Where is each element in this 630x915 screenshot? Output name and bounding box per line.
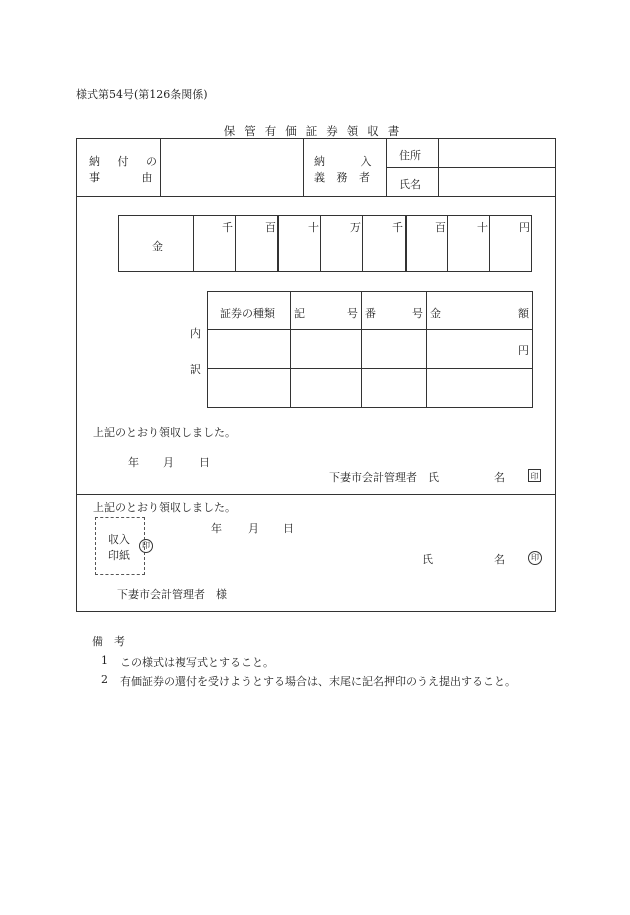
date-month: 月 <box>248 522 259 535</box>
payment-reason-field[interactable] <box>161 140 302 195</box>
col-header-amount: 額 <box>518 307 529 320</box>
date-year: 年 <box>128 456 139 469</box>
note-number: 1 <box>101 654 108 667</box>
obligor-label-2: 義 務 者 <box>314 171 374 184</box>
amount-unit: 十 <box>308 221 319 234</box>
col-header-number: 番 <box>365 307 376 320</box>
date-day: 日 <box>283 522 294 535</box>
name-label: 氏名 <box>399 178 421 191</box>
date-day: 日 <box>199 456 210 469</box>
divider <box>77 196 556 197</box>
page-title: 保管有価証券領収書 <box>223 124 409 138</box>
note-number: 2 <box>101 673 108 686</box>
date-month: 月 <box>163 456 174 469</box>
breakdown-table <box>207 291 533 408</box>
name-field[interactable] <box>439 168 555 195</box>
revenue-stamp-label-2: 印紙 <box>108 549 130 562</box>
payment-reason-label-2: 事 由 <box>89 171 153 184</box>
col-header-symbol: 号 <box>347 307 358 320</box>
seal-icon: 印 <box>139 539 153 553</box>
seal-icon: 印 <box>528 551 542 565</box>
amount-unit: 十 <box>477 221 488 234</box>
divider <box>77 494 556 495</box>
date-year: 年 <box>211 522 222 535</box>
col-header-amount: 金 <box>430 307 441 320</box>
breakdown-label-top: 内 <box>190 327 201 340</box>
revenue-stamp-box <box>95 517 145 575</box>
form-number: 様式第54号(第126条関係) <box>76 88 208 101</box>
receipt-text: 上記のとおり領収しました。 <box>93 426 236 439</box>
address-field[interactable] <box>439 140 555 167</box>
amount-unit: 百 <box>265 221 276 234</box>
payment-reason-label-1: 納 付 の <box>89 155 164 168</box>
seal-icon: 印 <box>528 469 541 482</box>
amount-box <box>118 215 532 272</box>
amount-unit: 万 <box>350 221 361 234</box>
signer-label: 下妻市会計管理者 氏 <box>329 471 439 484</box>
note-text: 有価証券の還付を受けようとする場合は、末尾に記名押印のうえ提出すること。 <box>120 675 516 688</box>
amount-unit: 円 <box>519 221 530 234</box>
col-header-type: 証券の種類 <box>220 307 275 320</box>
yen-unit: 円 <box>518 344 529 357</box>
amount-unit: 百 <box>435 221 446 234</box>
col-header-number: 号 <box>412 307 423 320</box>
revenue-stamp-label-1: 収入 <box>108 533 130 546</box>
name-suffix: 名 <box>494 553 505 566</box>
breakdown-label-bottom: 訳 <box>190 363 201 376</box>
receipt-form <box>76 138 556 612</box>
amount-unit: 千 <box>222 221 233 234</box>
amount-unit: 千 <box>392 221 403 234</box>
col-header-symbol: 記 <box>294 307 305 320</box>
name-prefix: 氏 <box>422 553 433 566</box>
receipt-text: 上記のとおり領収しました。 <box>93 501 236 514</box>
divider <box>303 139 304 196</box>
note-text: この様式は複写式とすること。 <box>120 656 274 669</box>
amount-label: 金 <box>152 240 163 253</box>
notes-heading: 備 考 <box>92 635 125 648</box>
name-suffix: 名 <box>494 471 505 484</box>
addressee: 下妻市会計管理者 様 <box>117 588 227 601</box>
obligor-label-1: 納 入 <box>314 155 372 168</box>
address-label: 住所 <box>399 149 421 162</box>
